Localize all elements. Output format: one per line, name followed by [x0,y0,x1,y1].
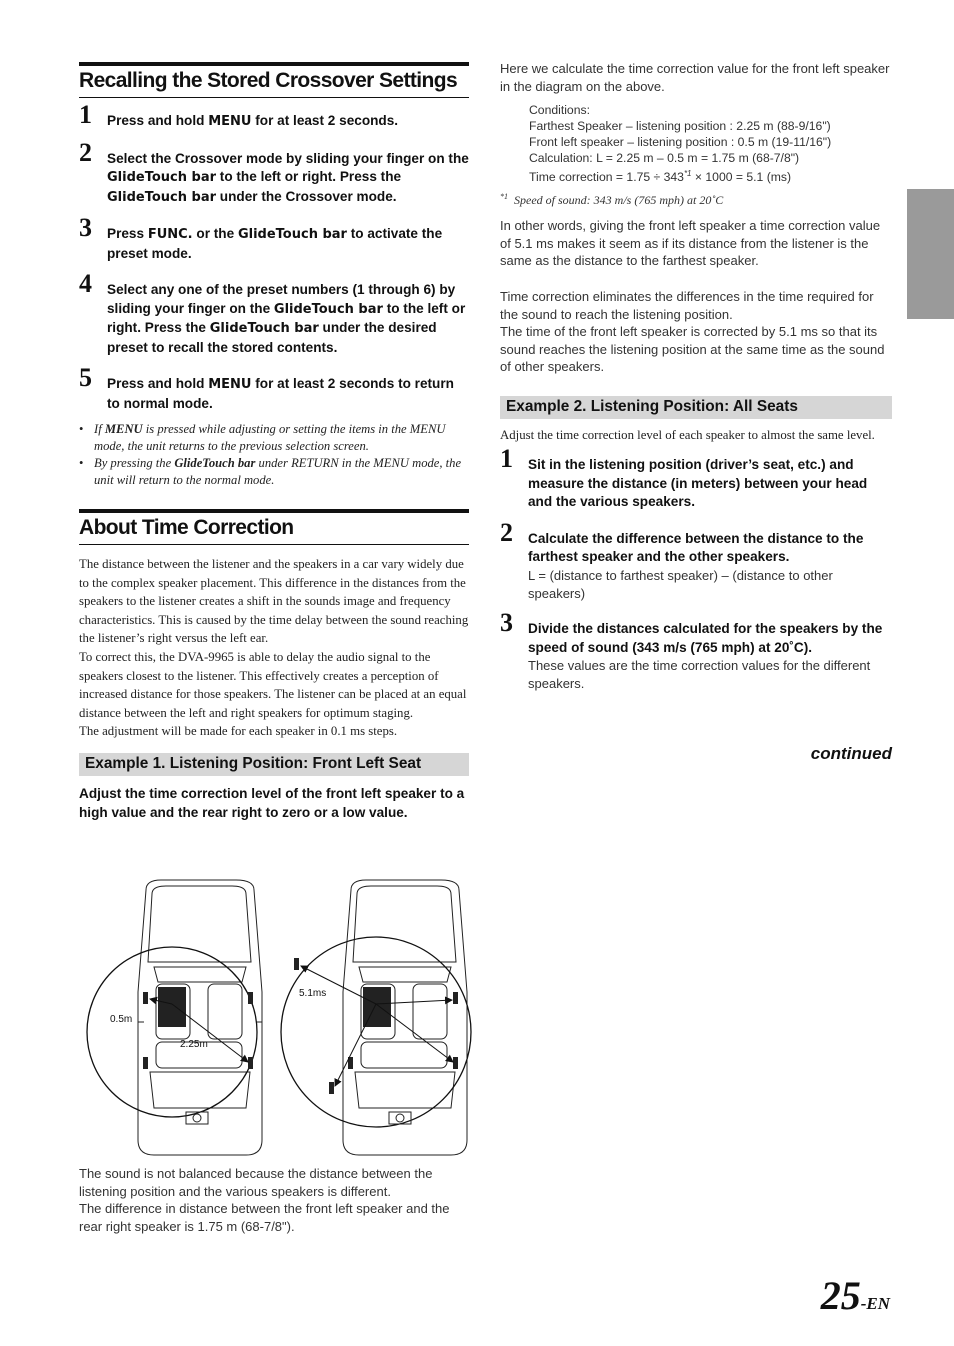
example1-text: Adjust the time correction level of the front left speaker to a high value and the rear right to zero or a low value. [79,785,465,820]
note-item: • If MENU is pressed while adjusting or setting the items in the MENU mode, the unit returns to the previous selection screen. [79,421,469,455]
condition-line: Calculation: L = 2.25 m – 0.5 m = 1.75 m (68-7/8") [529,150,800,165]
conditions-block [500,103,892,186]
intro-paragraph: Here we calculate the time correction value for the front left speaker in the diagram on the above. [500,61,890,94]
time-correction-formula: Time correction = $1.75 \div 343^{*1} \times 1000 = 5.1$ (ms) [529,169,792,185]
caption-line: The sound is not balanced because the distance between the listening position and the various speakers is different. [79,1166,433,1199]
all-seats-step-1: 1 Sit in the listening position (driver’s seat, etc.) and measure the distance (in meters) between your head and the various speakers. [500,444,868,510]
time-correction-body [79,555,469,741]
car-right [343,880,467,1155]
condition-line: Front left speaker – listening position : 0.5 m (19-11/16") [529,134,832,149]
crossover-step-5: 5 Press and hold MENU for at least 2 seconds to return to normal mode. [79,363,454,411]
diagram-caption [79,1165,471,1235]
distance-circle [87,947,257,1117]
left-column [79,62,469,822]
example2-intro: Adjust the time correction level of each speaker to almost the same level. [500,427,875,442]
listener-seat [158,987,186,1027]
step-list-crossover [79,100,469,413]
all-seats-step-2: 2 Calculate the difference between the distance to the farthest speaker and the other speakers. L = (distance to farthest speaker) – (distance to other speakers) [500,517,864,601]
condition-line: Conditions: [529,103,590,118]
label-near-distance: 0.5m [110,1014,133,1025]
crossover-step-2: 2 Select the Crossover mode by sliding your finger on the GlideTouch bar to the left or right. Press the GlideTouch bar under the Crossover mode. [79,137,469,205]
crossover-step-4: 4 Select any one of the preset numbers (1 through 6) by sliding your finger on the GlideTouch bar to the left or right. Press the GlideTouch bar under the desired preset to recall the stored contents. [79,269,466,355]
footnote: $^{*1}$ Speed of sound: 343 m/s (765 mph) at 20˚C [500,192,724,208]
label-far-distance: 2.25m [180,1039,208,1050]
crossover-step-3: 3 Press FUNC. or the GlideTouch bar to activate the preset mode. [79,213,443,261]
paragraph: To correct this, the DVA-9965 is able to delay the audio signal to the speakers closest to the listener. This effectively creates a perception of increased distance for those speakers. The listener can be placed at an equal distance between the left and right speakers for optimum staging. [79,649,467,720]
caption-line: The difference in distance between the front left speaker and the rear right speaker is 1.75 m (68-7/8"). [79,1201,450,1234]
chapter-tab [907,189,954,319]
right-column [500,60,892,692]
section-title-crossover: Recalling the Stored Crossover Settings [79,62,469,98]
page-number: 25-EN [820,1273,890,1318]
step-list-all-seats [500,444,892,692]
example2-heading: Example 2. Listening Position: All Seats [500,396,892,419]
example1-heading: Example 1. Listening Position: Front Left Seat [79,753,469,776]
paragraph: The adjustment will be made for each speaker in 0.1 ms steps. [79,724,398,739]
paragraph: In other words, giving the front left speaker a time correction value of 5.1 ms makes it seem as if its distance from the listener is the same as the distance to the farthest speaker. [500,218,881,269]
all-seats-step-3: 3 Divide the distances calculated for the speakers by the speed of sound (343 m/s (765 mph) at 20˚C). These values are the time correction values for the different speakers. [500,608,883,691]
paragraph: Time correction eliminates the differences in the time required for the sound to reach the listening position. [500,289,874,322]
continued-label: continued [810,744,892,763]
section-title-time-correction: About Time Correction [79,509,469,545]
crossover-step-1: 1 Press and hold MENU for at least 2 seconds. [79,100,399,129]
condition-line: Farthest Speaker – listening position : 2.25 m (88-9/16") [529,118,831,133]
paragraph: The time of the front left speaker is corrected by 5.1 ms so that its sound reaches the listening position at the same time as the sound of other speakers. [500,324,885,375]
car-left [138,880,262,1155]
speaker-distance-diagram [76,872,472,1162]
label-delay: 5.1ms [299,988,327,999]
paragraph: The distance between the listener and the speakers in a car vary widely due to the complex speaker placement. This difference in the distances from the speakers to the listener creates a shift in the sounds image and frequency characteristics. This is caused by the time delay between the sound reaching the listener’s right versus the left ear. [79,557,469,646]
corrected-distance-circle [281,937,471,1127]
note-item: • By pressing the GlideTouch bar under RETURN in the MENU mode, the unit will return to the normal mode. [79,455,469,489]
crossover-notes [79,421,469,489]
